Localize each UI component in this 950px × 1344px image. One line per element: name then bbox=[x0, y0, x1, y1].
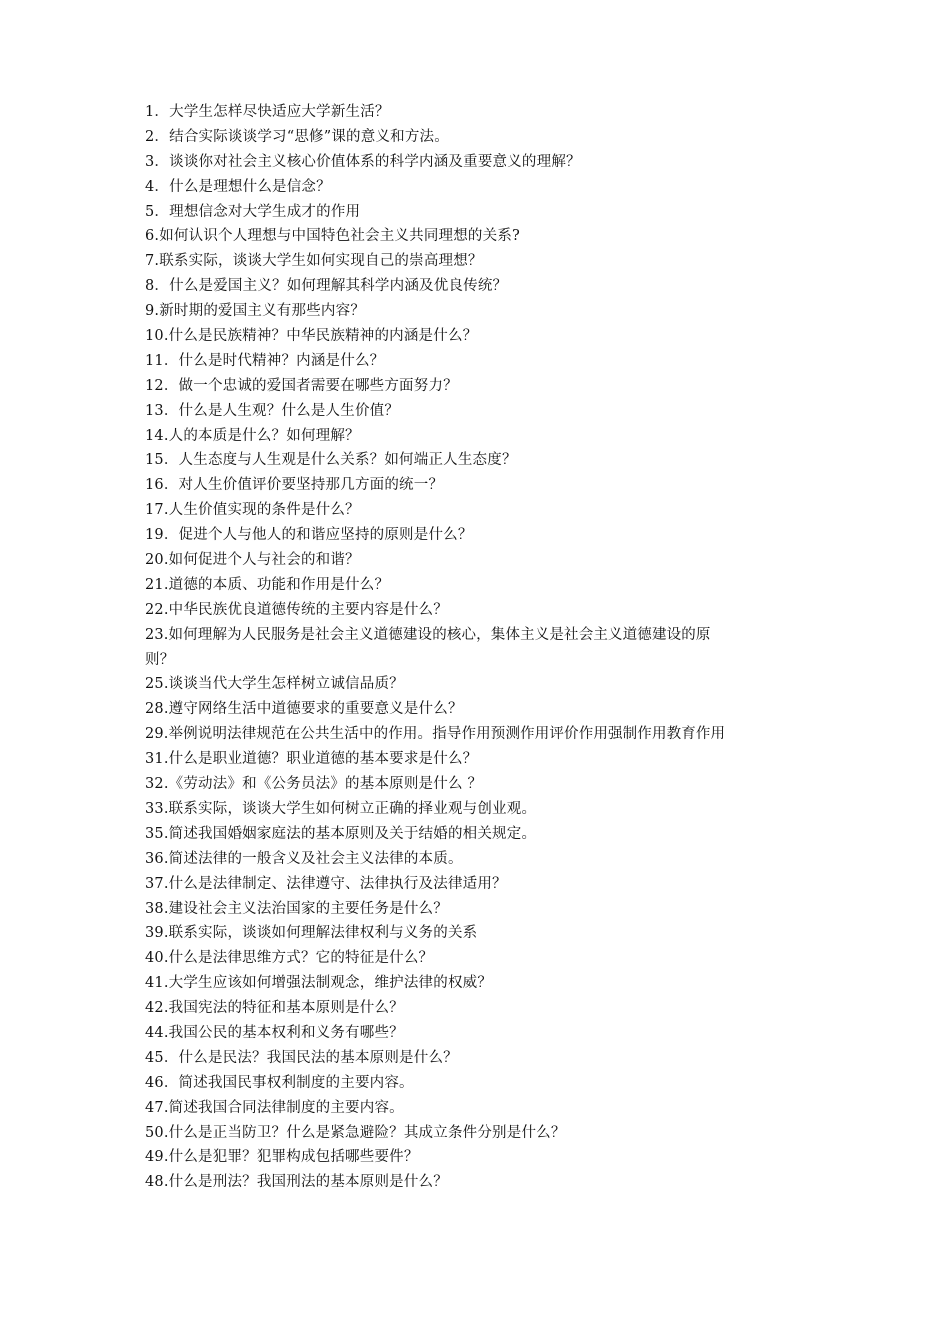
question-line: 9.新时期的爱国主义有那些内容？ bbox=[145, 303, 366, 320]
question-line: 5．理想信念对大学生成才的作用 bbox=[145, 203, 361, 220]
question-line: 23.如何理解为人民服务是社会主义道德建设的核心，集体主义是社会主义道德建设的原 bbox=[145, 626, 711, 643]
question-line: 44.我国公民的基本权利和义务有哪些？ bbox=[145, 1024, 404, 1041]
question-line: 47.简述我国合同法律制度的主要内容。 bbox=[145, 1099, 404, 1116]
question-line: 10.什么是民族精神？中华民族精神的内涵是什么？ bbox=[145, 328, 478, 345]
question-line: 31.什么是职业道德？职业道德的基本要求是什么？ bbox=[145, 751, 478, 768]
question-line: 2．结合实际谈谈学习“思修”课的意义和方法。 bbox=[145, 128, 449, 145]
question-line: 48.什么是刑法？我国刑法的基本原则是什么？ bbox=[145, 1174, 448, 1191]
question-line: 25.谈谈当代大学生怎样树立诚信品质？ bbox=[145, 676, 404, 693]
question-line: 14.人的本质是什么？如何理解？ bbox=[145, 427, 360, 444]
question-line: 11．什么是时代精神？内涵是什么？ bbox=[145, 352, 385, 369]
question-line: 16．对人生价值评价要坚持那几方面的统一？ bbox=[145, 477, 444, 494]
question-line: 19．促进个人与他人的和谐应坚持的原则是什么？ bbox=[145, 527, 473, 544]
question-line: 35.简述我国婚姻家庭法的基本原则及关于结婚的相关规定。 bbox=[145, 825, 537, 842]
question-line: 28.遵守网络生活中道德要求的重要意义是什么？ bbox=[145, 701, 463, 718]
question-line: 8．什么是爱国主义？如何理解其科学内涵及优良传统？ bbox=[145, 278, 508, 295]
question-line: 22.中华民族优良道德传统的主要内容是什么？ bbox=[145, 601, 448, 618]
question-line: 6.如何认识个人理想与中国特色社会主义共同理想的关系? bbox=[145, 228, 521, 245]
question-line: 41.大学生应该如何增强法制观念，维护法律的权威？ bbox=[145, 975, 493, 992]
question-line: 40.什么是法律思维方式？它的特征是什么？ bbox=[145, 950, 434, 967]
question-line-continuation: 则？ bbox=[145, 651, 175, 668]
question-line: 1．大学生怎样尽快适应大学新生活？ bbox=[145, 104, 390, 120]
question-list bbox=[145, 100, 825, 1195]
question-line: 13．什么是人生观？什么是人生价值？ bbox=[145, 402, 400, 419]
question-line: 21.道德的本质、功能和作用是什么？ bbox=[145, 576, 390, 593]
question-line: 12．做一个忠诚的爱国者需要在哪些方面努力？ bbox=[145, 377, 458, 394]
question-line: 50.什么是正当防卫？什么是紧急避险？其成立条件分别是什么？ bbox=[145, 1124, 566, 1141]
question-line: 7.联系实际，谈谈大学生如何实现自己的崇高理想？ bbox=[145, 253, 483, 270]
question-line: 3．谈谈你对社会主义核心价值体系的科学内涵及重要意义的理解？ bbox=[145, 153, 581, 170]
question-line: 29.举例说明法律规范在公共生活中的作用。指导作用预测作用评价作用强制作用教育作用 bbox=[145, 726, 726, 743]
question-line: 4．什么是理想什么是信念？ bbox=[145, 178, 331, 195]
question-line: 17.人生价值实现的条件是什么？ bbox=[145, 502, 360, 519]
question-line: 38.建设社会主义法治国家的主要任务是什么？ bbox=[145, 900, 448, 917]
question-line: 20.如何促进个人与社会的和谐？ bbox=[145, 552, 360, 569]
question-line: 42.我国宪法的特征和基本原则是什么？ bbox=[145, 1000, 404, 1017]
question-line: 32.《劳动法》和《公务员法》的基本原则是什么 ？ bbox=[145, 776, 483, 793]
question-line: 33.联系实际，谈谈大学生如何树立正确的择业观与创业观。 bbox=[145, 800, 537, 817]
question-line: 15．人生态度与人生观是什么关系？如何端正人生态度？ bbox=[145, 452, 517, 469]
question-line: 46．简述我国民事权利制度的主要内容。 bbox=[145, 1074, 414, 1091]
question-line: 39.联系实际，谈谈如何理解法律权利与义务的关系 bbox=[145, 925, 478, 942]
question-line: 36.简述法律的一般含义及社会主义法律的本质。 bbox=[145, 850, 463, 867]
question-line: 37.什么是法律制定、法律遵守、法律执行及法律适用？ bbox=[145, 875, 507, 892]
question-line: 45．什么是民法？我国民法的基本原则是什么？ bbox=[145, 1049, 458, 1066]
question-line: 49.什么是犯罪？犯罪构成包括哪些要件？ bbox=[145, 1149, 419, 1166]
